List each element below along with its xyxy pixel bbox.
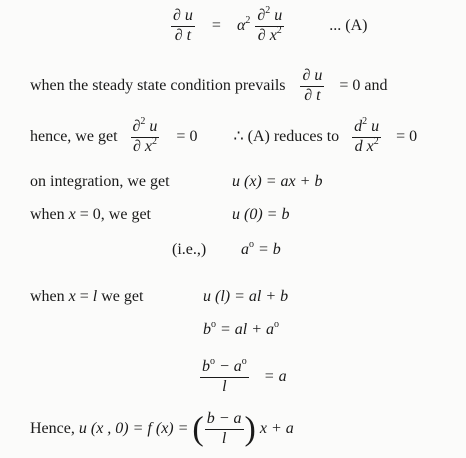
a-variable: a (241, 241, 249, 258)
equals-b: = b (258, 241, 281, 258)
exponent: 2 (373, 135, 379, 147)
equation-rhs: = al + a (220, 321, 275, 338)
steady-state-line (30, 68, 388, 105)
a-equals-b (241, 239, 281, 258)
hence-text: hence, we get (30, 127, 118, 145)
b-variable: b (203, 321, 211, 338)
reduces-to-text: ∴ (A) reduces to (233, 127, 340, 145)
numerator: b − a (205, 411, 244, 430)
equals-sign: = (211, 16, 221, 34)
equals-zero: = 0 (396, 127, 418, 145)
du-dt-fraction (171, 8, 195, 45)
d2u-dx2-fraction (131, 116, 160, 156)
equals-zero: = 0 (176, 127, 198, 145)
x-l-line (30, 289, 143, 305)
x-variable: x (68, 206, 76, 223)
alpha-exponent: 2 (245, 14, 251, 26)
denominator: ∂ t (304, 86, 321, 104)
exponent: 2 (265, 5, 271, 16)
u-zero-equation: u (0) = b (232, 206, 290, 223)
b-variable: b (202, 358, 210, 375)
exponent: o (241, 356, 247, 367)
numerator-var: u (149, 118, 158, 135)
we-get-text: = 0, we get (79, 206, 151, 223)
exponent: o (249, 239, 254, 250)
equals-zero-and: = 0 and (339, 76, 388, 94)
denominator: l (221, 429, 227, 447)
slope-fraction (200, 356, 249, 396)
d2u-dx2-ordinary-fraction (352, 116, 381, 156)
exponent: o (211, 319, 216, 330)
exponent: 2 (151, 135, 157, 147)
hence-line (30, 116, 418, 156)
numerator-var: u (371, 118, 380, 135)
we-get-text: we get (101, 288, 144, 305)
d2u-dx2-fraction (255, 5, 284, 45)
when-text: when (30, 206, 65, 223)
equals-sign: = (79, 288, 89, 305)
when-text: when (30, 288, 65, 305)
l-variable: l (92, 288, 98, 305)
denominator: d x (354, 137, 374, 155)
denominator: ∂ x (132, 137, 152, 155)
partial-symbol: ∂ (257, 7, 266, 24)
denominator: ∂ t (174, 26, 192, 44)
steady-state-text: when the steady state condition prevails (30, 76, 286, 94)
b-equation (203, 319, 280, 338)
numerator: ∂ u (171, 8, 195, 27)
numerator: ∂ u (300, 68, 324, 87)
integration-text: on integration, we get (30, 173, 170, 190)
u-l-equation: u (l) = al + b (203, 288, 289, 305)
initial-condition-line (30, 411, 294, 448)
left-paren: ( (192, 410, 204, 448)
du-dt-fraction (300, 68, 324, 105)
exponent: 2 (276, 24, 282, 36)
numerator-var: u (274, 7, 283, 24)
exponent: 2 (140, 116, 146, 127)
heat-equation (170, 5, 368, 45)
equals-a: = a (263, 367, 287, 385)
ie-text: (i.e.,) (172, 241, 207, 258)
exponent: 2 (362, 116, 368, 127)
d-symbol: d (354, 118, 363, 135)
alpha-symbol: α (236, 16, 246, 34)
hence-text: Hence, (30, 419, 75, 437)
slope-fraction (205, 411, 244, 448)
equation-tag: ... (A) (329, 16, 368, 34)
denominator: ∂ x (257, 26, 277, 44)
right-paren: ) (244, 410, 256, 448)
a-solution (199, 356, 287, 396)
ie-line (172, 242, 206, 258)
general-solution: u (x) = ax + b (232, 173, 323, 190)
minus-a: − a (219, 358, 242, 375)
initial-condition-tail: x + a (259, 419, 294, 437)
denominator: l (222, 377, 227, 395)
exponent: o (274, 319, 280, 330)
x-zero-line (30, 207, 151, 223)
partial-symbol: ∂ (132, 118, 141, 135)
x-variable: x (68, 288, 76, 305)
integration-line (30, 174, 170, 190)
initial-condition-lhs: u (x , 0) = f (x) = (78, 419, 189, 437)
exponent: o (210, 356, 215, 367)
